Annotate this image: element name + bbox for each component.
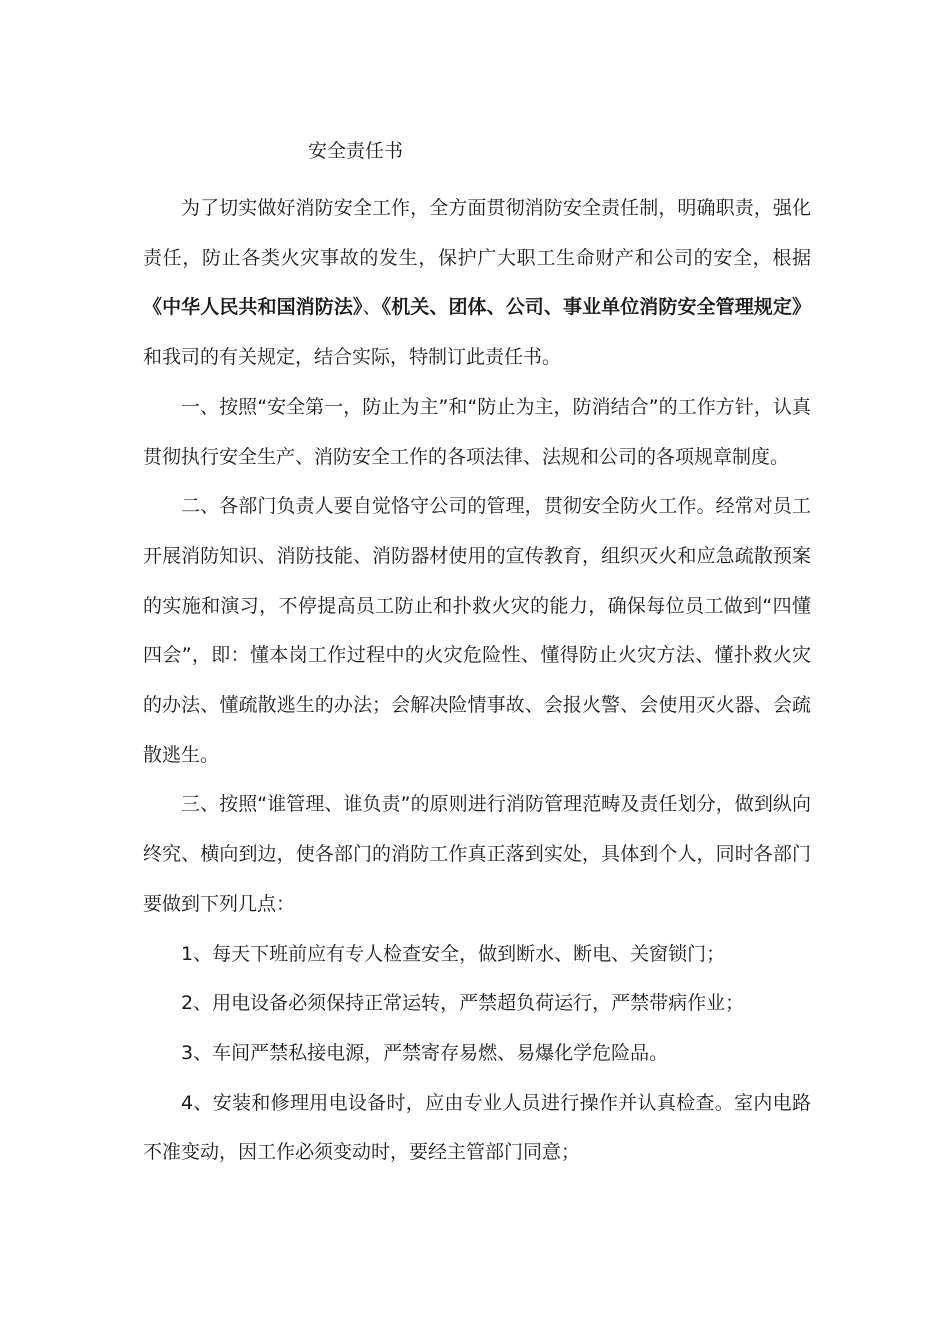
clause-3-paragraph: 三、按照“谁管理、谁负责”的原则进行消防管理范畴及责任划分，做到纵向终究、横向到边，使各部门的消防工作真正落到实处，具体到个人，同时各部门要做到下列几点： xyxy=(143,793,811,915)
fire-law-reference: 《中华人民共和国消防法》 xyxy=(143,296,363,319)
reference-separator: 、 xyxy=(362,296,382,319)
intro-text: 为了切实做好消防安全工作，全方面贯彻消防安全责任制，明确职责，强化责任，防止各类火灾事故的发生，保护广大职工生命财产和公司的安全，根据 xyxy=(143,197,811,269)
clause-2-paragraph: 二、各部门负责人要自觉恪守公司的管理，贯彻安全防火工作。经常对员工开展消防知识、消防技能、消防器材使用的宣传教育，组织灭火和应急疏散预案的实施和演习，不停提高员工防止和扑救火灾的能力，确保每位员工做到“四懂四会”，即：懂本岗工作过程中的火灾危险性、懂得防止火灾方法、懂扑救火灾的办法、懂疏散逃生的办法；会解决险情事故、会报火警、会使用灭火器、会疏散逃生。 xyxy=(143,495,811,766)
document-body xyxy=(143,184,811,1178)
document-title: 安全责任书 xyxy=(308,140,404,162)
intro-paragraph xyxy=(143,184,811,383)
intro-text-end: 和我司的有关规定，结合实际，特制订此责任书。 xyxy=(143,346,562,369)
list-item-3: 3、车间严禁私接电源，严禁寄存易燃、易爆化学危险品。 xyxy=(181,1041,669,1064)
list-item-2: 2、用电设备必须保持正常运转，严禁超负荷运行，严禁带病作业； xyxy=(181,992,745,1015)
fire-regulation-reference: 《机关、团体、公司、事业单位消防安全管理规定》 xyxy=(381,296,811,319)
list-item-1: 1、每天下班前应有专人检查安全，做到断水、断电、关窗锁门； xyxy=(181,942,726,965)
clause-1-paragraph: 一、按照“安全第一，防止为主”和“防止为主，防消结合”的工作方针，认真贯彻执行安全生产、消防安全工作的各项法律、法规和公司的各项规章制度。 xyxy=(143,395,811,468)
list-item-4: 4、安装和修理用电设备时，应由专业人员进行操作并认真检查。室内电路不准变动，因工作必须变动时，要经主管部门同意； xyxy=(143,1091,811,1164)
